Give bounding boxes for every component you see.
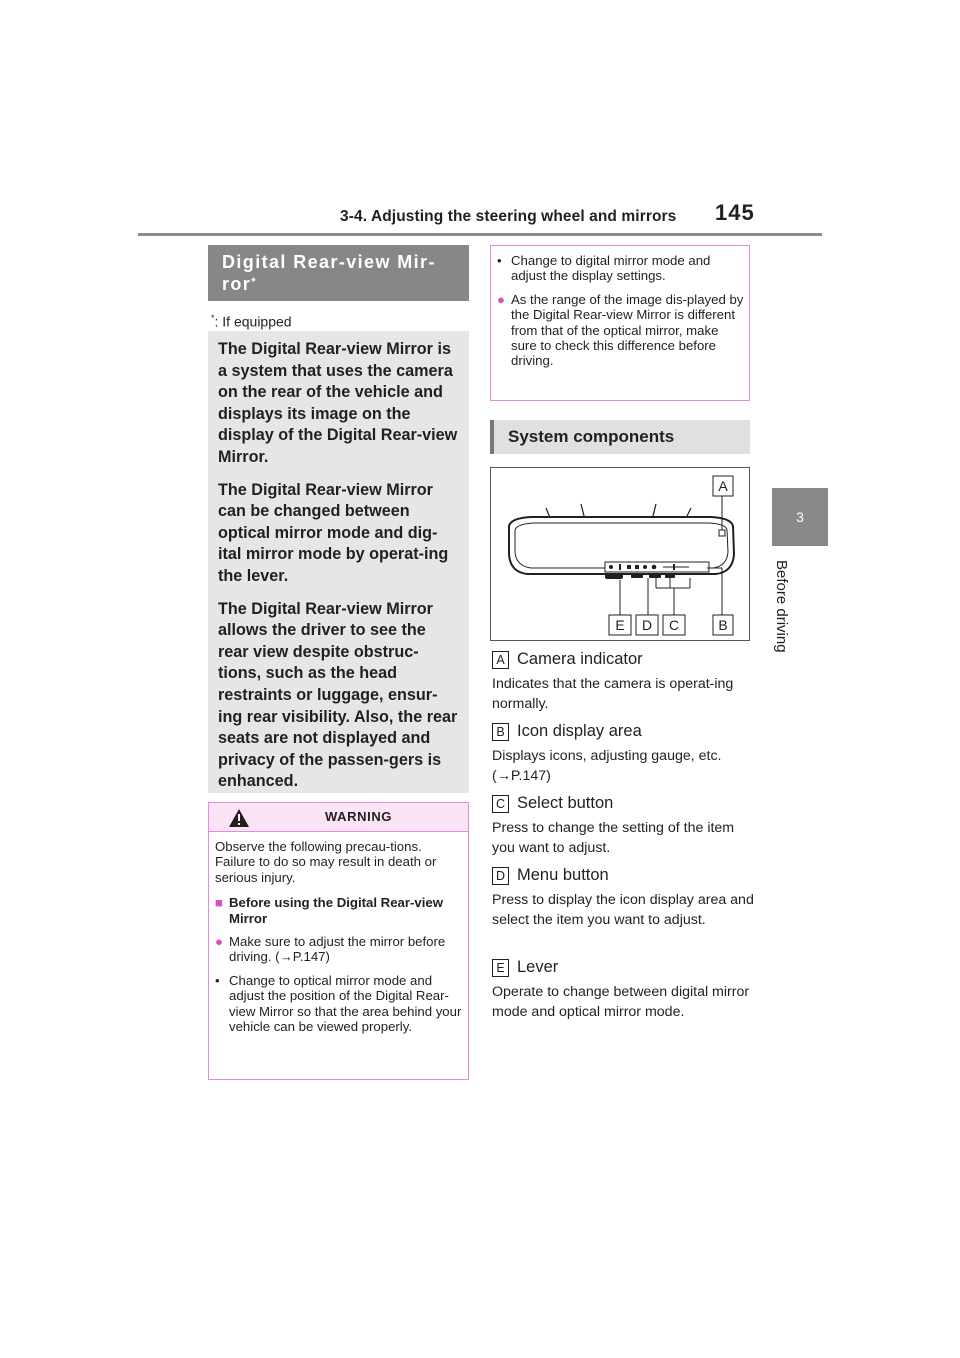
warning-continued-box — [490, 245, 750, 401]
component-letter-badge: D — [492, 867, 509, 885]
intro-paragraph: The Digital Rear-view Mirror allows the driver to see the rear view despite obstruc-tions, such as the head restraints or luggage, ensur-ing rear visibility. Also, the rear seats are not displayed and privacy of the passen-gers is enhanced. — [218, 599, 458, 791]
warning-continued-body — [497, 253, 745, 377]
component-item-b — [492, 722, 754, 786]
component-description: Press to display the icon display area and select the item you want to adjust. — [492, 892, 754, 928]
round-bullet-icon: ● — [215, 934, 223, 950]
continued-bullet: ● As the range of the image dis-played by the Digital Rear-view Mirror is different from that of the optical mirror, make sure to check this difference before driving. — [497, 291, 744, 369]
component-description: Indicates that the camera is operat-ing normally. — [492, 676, 734, 712]
component-letter-badge: C — [492, 795, 509, 813]
component-description: Press to change the setting of the item you want to adjust. — [492, 820, 735, 856]
square-bullet-icon: ■ — [215, 895, 223, 911]
system-components-heading: System components — [490, 420, 750, 454]
dash-bullet-icon: • — [215, 972, 220, 988]
section-title-line2: ror — [222, 274, 252, 294]
dash-bullet-icon: • — [497, 253, 502, 268]
component-title: Select button — [517, 794, 614, 812]
component-letter-badge: B — [492, 723, 509, 741]
warning-box — [208, 802, 469, 1080]
chapter-tab-number: 3 — [796, 509, 804, 525]
footnote: *: If equipped — [211, 313, 292, 330]
warning-label: WARNING — [324, 809, 393, 824]
callout-a: A — [718, 478, 728, 494]
section-title-mark: * — [251, 276, 256, 288]
component-description: Operate to change between digital mirror mode and optical mirror mode. — [492, 984, 750, 1020]
component-title: Camera indicator — [517, 650, 643, 668]
warning-dash-item: • Change to optical mirror mode and adjust the position of the Digital Rear-view Mirror so that the area behind your vehicle can be viewed properly. — [215, 972, 462, 1035]
warning-bullet: ● Make sure to adjust the mirror before driving. (→P.147) — [215, 934, 446, 965]
section-heading — [208, 245, 469, 301]
callout-b: B — [718, 617, 728, 633]
warning-body — [215, 839, 465, 1042]
continued-dash-item: • Change to digital mirror mode and adjust the display settings. — [497, 253, 711, 284]
component-description: Displays icons, adjusting gauge, etc. (→P.147) — [492, 748, 722, 784]
callout-d: D — [641, 617, 653, 633]
component-letter-badge: A — [492, 651, 509, 669]
round-bullet-icon: ● — [497, 291, 505, 307]
mirror-illustration — [491, 468, 749, 640]
section-title-line1: Digital Rear-view Mir- — [222, 252, 436, 272]
warning-subheading: ■ Before using the Digital Rear-view Mirror — [215, 895, 443, 926]
component-letter-badge: E — [492, 959, 509, 977]
component-title: Icon display area — [517, 722, 642, 740]
component-title: Menu button — [517, 866, 609, 884]
component-item-e — [492, 958, 754, 1022]
mirror-diagram — [490, 467, 750, 641]
chapter-tab-label: Before driving — [773, 560, 790, 653]
chapter-title: 3-4. Adjusting the steering wheel and mirrors — [340, 208, 677, 225]
intro-box — [208, 331, 469, 793]
component-item-d — [492, 866, 754, 930]
page-number: 145 — [715, 200, 755, 225]
callout-e: E — [615, 617, 625, 633]
component-title: Lever — [517, 958, 559, 976]
intro-paragraph: The Digital Rear-view Mirror is a system that uses the camera on the rear of the vehicle and displays its image on the display of the Digital Rear-view Mirror. — [218, 340, 458, 466]
warning-intro: Observe the following precau-tions. Failure to do so may result in death or serious injury. — [215, 839, 437, 885]
component-item-a — [492, 650, 754, 714]
intro-paragraph: The Digital Rear-view Mirror can be changed between optical mirror mode and dig-ital mirror mode by operat-ing the lever. — [218, 480, 449, 585]
callout-c: C — [668, 617, 680, 633]
component-item-c — [492, 794, 754, 858]
header-rule — [138, 233, 822, 236]
warning-triangle-icon — [228, 808, 250, 828]
